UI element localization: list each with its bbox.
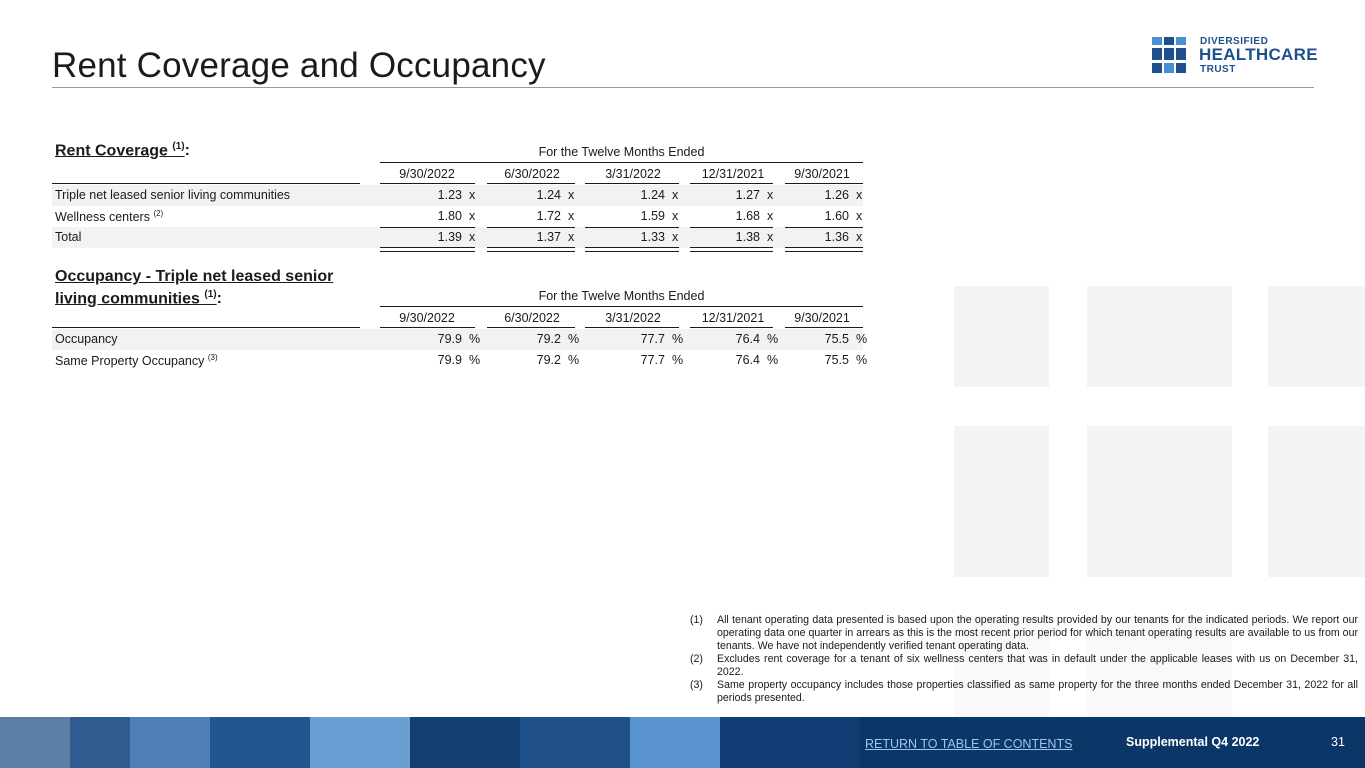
footnote-number: (1) [690, 614, 703, 626]
table-row [52, 329, 868, 350]
total-double-rule [785, 247, 863, 252]
cell-unit: x [469, 230, 476, 244]
column-header: 12/31/2021 [701, 167, 765, 181]
occupancy-title-colon: : [216, 290, 222, 308]
total-double-rule [487, 247, 575, 252]
occupancy-title-line1: Occupancy - Triple net leased senior [55, 268, 334, 285]
row-label [55, 209, 163, 224]
cell-value: 1.24 [640, 188, 665, 202]
logo-square [1164, 48, 1174, 60]
header-rule [690, 327, 773, 328]
rent-coverage-period-header: For the Twelve Months Ended [538, 145, 705, 159]
header-rule [52, 183, 360, 184]
title-divider [52, 87, 1314, 88]
logo-square [1164, 37, 1174, 45]
rent-coverage-period-rule [380, 162, 863, 163]
header-rule [487, 183, 575, 184]
logo-square [1152, 63, 1162, 73]
cell-value: 1.26 [824, 188, 849, 202]
logo-square [1176, 37, 1186, 45]
footer-image-strip [70, 717, 130, 768]
cell-unit: x [672, 209, 679, 223]
logo-text-line2: HEALTHCARE [1199, 45, 1318, 64]
total-top-rule [487, 227, 575, 228]
header-rule [585, 183, 679, 184]
cell-value: 1.38 [735, 230, 760, 244]
cell-value: 79.9 [437, 332, 462, 346]
logo-square [1152, 48, 1162, 60]
logo-text-line3: TRUST [1200, 64, 1236, 75]
table-row [52, 350, 868, 371]
cell-value: 75.5 [824, 332, 849, 346]
cell-unit: x [568, 188, 575, 202]
occupancy-period-rule [380, 306, 863, 307]
cell-unit: x [568, 209, 575, 223]
footer-label: Supplemental Q4 2022 [1126, 735, 1260, 749]
cell-value: 1.24 [536, 188, 561, 202]
header-rule [487, 327, 575, 328]
cell-value: 1.80 [437, 209, 462, 223]
footer-image-strip [630, 717, 720, 768]
cell-unit: x [469, 209, 476, 223]
background-square [954, 426, 1049, 577]
cell-unit: x [856, 188, 863, 202]
cell-unit: x [767, 188, 774, 202]
row-label [55, 353, 218, 368]
footer-image-strip [520, 717, 630, 768]
total-top-rule [380, 227, 475, 228]
cell-unit: x [568, 230, 575, 244]
column-header: 9/30/2022 [399, 167, 455, 181]
cell-unit: % [568, 332, 580, 346]
column-header: 9/30/2021 [794, 311, 850, 325]
table-row [52, 227, 863, 248]
page-number: 31 [1331, 735, 1345, 749]
footnote-number: (3) [690, 679, 703, 691]
rent-coverage-title-colon: : [184, 142, 190, 160]
cell-unit: x [672, 188, 679, 202]
cell-value: 1.39 [437, 230, 462, 244]
column-header: 6/30/2022 [504, 311, 560, 325]
cell-unit: x [767, 230, 774, 244]
cell-unit: x [767, 209, 774, 223]
cell-unit: x [856, 209, 863, 223]
footer-image-strip [0, 717, 70, 768]
row-label-footnote: (3) [207, 353, 218, 362]
cell-value: 76.4 [735, 353, 760, 367]
rent-coverage-title-text: Rent Coverage [55, 142, 168, 160]
footer-bar [0, 717, 1365, 768]
footer-image-strip [720, 717, 860, 768]
cell-unit: x [856, 230, 863, 244]
footnote-number: (2) [690, 653, 703, 665]
row-label [55, 230, 81, 244]
cell-unit: x [469, 188, 476, 202]
footnotes [690, 614, 1358, 705]
return-to-toc-link[interactable]: RETURN TO TABLE OF CONTENTS [865, 737, 1073, 751]
row-label-text: Occupancy [55, 332, 118, 346]
rent-coverage-title [55, 141, 190, 160]
footer-image-strip [310, 717, 410, 768]
header-rule [585, 327, 679, 328]
cell-unit: % [469, 332, 481, 346]
logo-square [1176, 48, 1186, 60]
header-rule [52, 327, 360, 328]
total-double-rule [585, 247, 679, 252]
cell-unit: % [767, 353, 779, 367]
cell-unit: % [672, 332, 684, 346]
logo-square [1164, 63, 1174, 73]
total-double-rule [380, 247, 475, 252]
logo-text-line1: DIVERSIFIED [1200, 36, 1269, 47]
cell-value: 79.2 [536, 332, 561, 346]
column-header: 6/30/2022 [504, 167, 560, 181]
column-header: 12/31/2021 [701, 311, 765, 325]
cell-unit: % [856, 353, 868, 367]
table-row [52, 206, 863, 227]
header-rule [785, 183, 863, 184]
page-title: Rent Coverage and Occupancy [52, 46, 546, 85]
cell-unit: x [672, 230, 679, 244]
row-label-text: Total [55, 230, 82, 244]
row-label-text: Wellness centers [55, 210, 150, 225]
cell-value: 1.37 [536, 230, 561, 244]
cell-value: 1.60 [824, 209, 849, 223]
row-label [55, 332, 118, 346]
footnote-3 [690, 679, 1358, 705]
cell-value: 79.9 [437, 353, 462, 367]
cell-value: 1.59 [640, 209, 665, 223]
cell-value: 75.5 [824, 353, 849, 367]
column-header: 9/30/2022 [399, 311, 455, 325]
background-square [1268, 426, 1365, 577]
occupancy-period-header: For the Twelve Months Ended [538, 289, 705, 303]
cell-value: 77.7 [640, 332, 665, 346]
total-top-rule [585, 227, 679, 228]
footer-image-strip [130, 717, 210, 768]
row-label-text: Triple net leased senior living communities [55, 188, 291, 202]
column-header: 3/31/2022 [605, 311, 661, 325]
logo-square [1176, 63, 1186, 73]
header-rule [690, 183, 773, 184]
cell-unit: % [672, 353, 684, 367]
footnote-text: Same property occupancy includes those properties classified as same property for the three months ended December 31, 2022 for all periods presented. [717, 679, 1358, 704]
background-square [1087, 426, 1232, 577]
column-header: 9/30/2021 [794, 167, 850, 181]
cell-value: 1.68 [735, 209, 760, 223]
footnote-text: Excludes rent coverage for a tenant of six wellness centers that was in default under the applicable leases with us on December 31, 2022. [717, 653, 1358, 678]
cell-value: 1.72 [536, 209, 561, 223]
cell-unit: % [469, 353, 481, 367]
footer-image-strip [410, 717, 520, 768]
total-top-rule [785, 227, 863, 228]
background-square [1087, 286, 1232, 387]
footnote-2 [690, 653, 1358, 679]
cell-value: 79.2 [536, 353, 561, 367]
occupancy-title [55, 268, 333, 308]
background-square [1268, 286, 1365, 387]
cell-value: 77.7 [640, 353, 665, 367]
logo-square [1152, 37, 1162, 45]
cell-unit: % [856, 332, 868, 346]
occupancy-title-line2: living communities [55, 290, 200, 308]
rent-coverage-title-footnote: (1) [172, 141, 185, 152]
cell-value: 1.33 [640, 230, 665, 244]
header-rule [785, 327, 863, 328]
row-label [55, 188, 290, 202]
header-rule [380, 183, 475, 184]
total-top-rule [690, 227, 773, 228]
cell-value: 1.23 [437, 188, 462, 202]
cell-value: 76.4 [735, 332, 760, 346]
cell-unit: % [767, 332, 779, 346]
row-label-footnote: (2) [153, 209, 164, 218]
background-square [954, 286, 1049, 387]
header-rule [380, 327, 475, 328]
footnote-text: All tenant operating data presented is based upon the operating results provided by our tenants for the indicated periods. We report our operating data one quarter in arrears as this is the most recent prior period for which tenant operating results are available to us from our tenants. We have not independently verified tenant operating data. [717, 614, 1358, 652]
footer-image-strip [210, 717, 310, 768]
column-header: 3/31/2022 [605, 167, 661, 181]
total-double-rule [690, 247, 773, 252]
footnote-1 [690, 614, 1358, 653]
cell-value: 1.36 [824, 230, 849, 244]
cell-unit: % [568, 353, 580, 367]
cell-value: 1.27 [735, 188, 760, 202]
company-logo [1152, 36, 1322, 76]
occupancy-title-footnote: (1) [204, 289, 217, 300]
table-row [52, 185, 863, 206]
row-label-text: Same Property Occupancy [55, 354, 205, 369]
